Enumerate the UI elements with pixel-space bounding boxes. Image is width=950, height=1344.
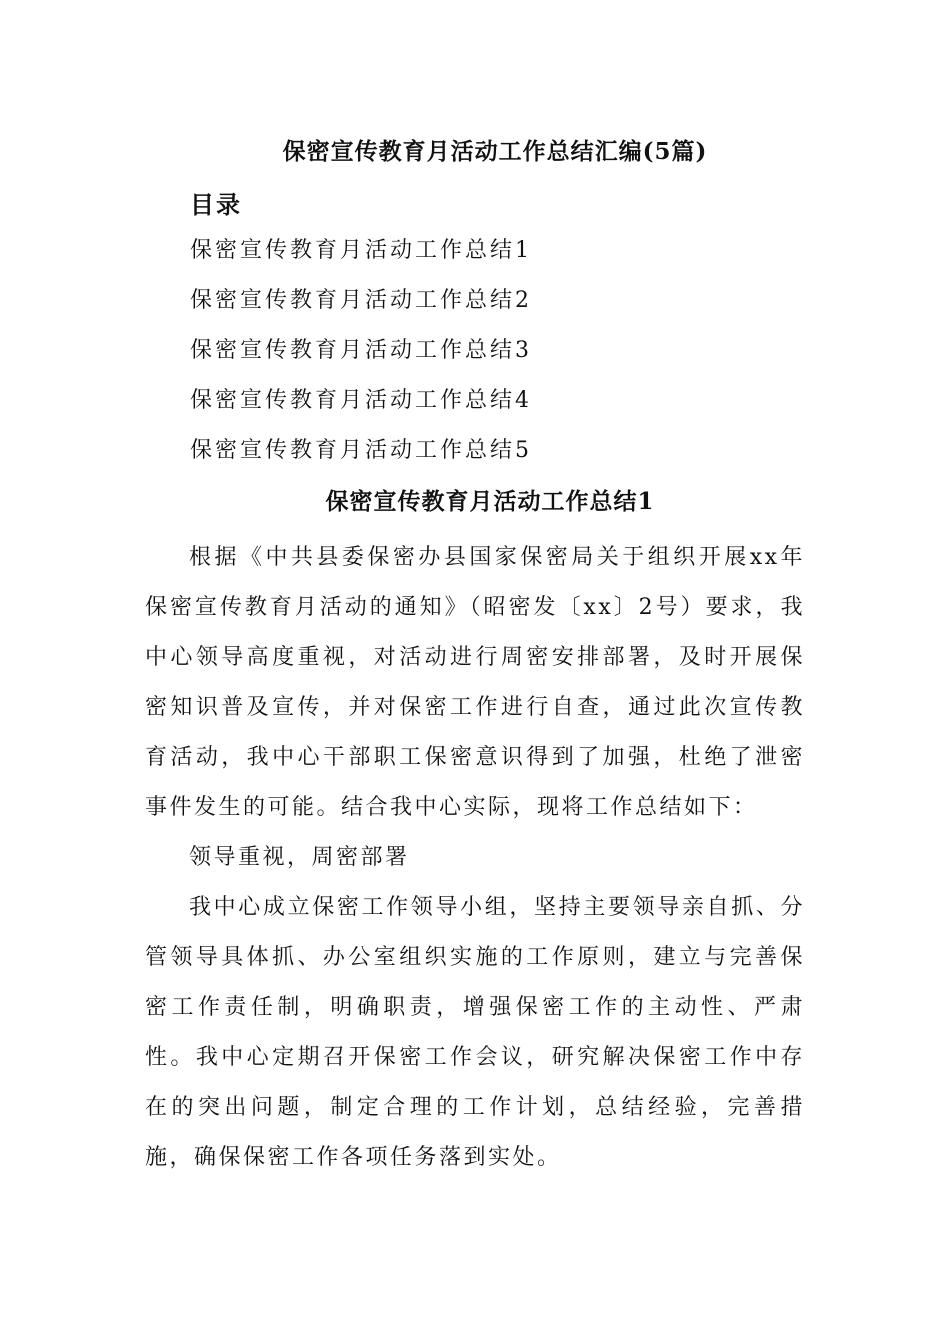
toc-item-1[interactable]: 保密宣传教育月活动工作总结1 <box>190 238 532 263</box>
toc-item-2[interactable]: 保密宣传教育月活动工作总结2 <box>190 288 532 313</box>
toc-heading: 目录 <box>190 190 242 219</box>
toc-item-3[interactable]: 保密宣传教育月活动工作总结3 <box>190 338 532 363</box>
toc-list <box>190 233 532 483</box>
toc-item-5[interactable]: 保密宣传教育月活动工作总结5 <box>190 438 532 463</box>
body-paragraph: 我中心成立保密工作领导小组，坚持主要领导亲自抓、分管领导具体抓、办公室组织实施的工作原则，建立与完善保密工作责任制，明确职责，增强保密工作的主动性、严肃性。我中心定期召开保密工作会议，研究解决保密工作中存在的突出问题，制定合理的工作计划，总结经验，完善措施，确保保密工作各项任务落到实处。 <box>145 895 805 1170</box>
section-title: 保密宣传教育月活动工作总结1 <box>325 488 655 515</box>
section-body <box>145 533 805 1183</box>
toc-item-4[interactable]: 保密宣传教育月活动工作总结4 <box>190 388 532 413</box>
subheading: 领导重视，周密部署 <box>189 845 410 870</box>
document-title: 保密宣传教育月活动工作总结汇编(5篇) <box>282 138 708 165</box>
body-paragraph: 根据《中共县委保密办县国家保密局关于组织开展xx年保密宣传教育月活动的通知》（昭密发〔xx〕2号）要求，我中心领导高度重视，对活动进行周密安排部署，及时开展保密知识普及宣传，并对保密工作进行自查，通过此次宣传教育活动，我中心干部职工保密意识得到了加强，杜绝了泄密事件发生的可能。结合我中心实际，现将工作总结如下： <box>145 545 805 820</box>
